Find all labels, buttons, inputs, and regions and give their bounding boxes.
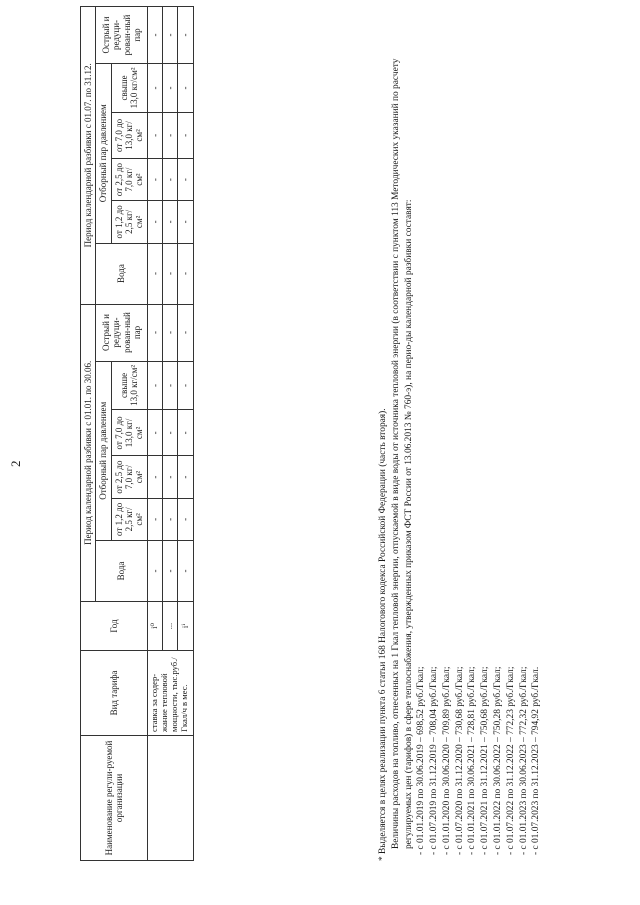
value-cell: - <box>163 243 178 304</box>
value-cell: - <box>147 498 162 540</box>
header-period-2: Период календарной разбивки с 01.07. по 31.12. <box>81 7 96 305</box>
value-cell: - <box>163 158 178 200</box>
header-sharp-steam-2: Острый и редуци-рован-ный пар <box>96 7 147 64</box>
value-cell: - <box>163 410 178 456</box>
value-cell: - <box>178 112 193 158</box>
table-row <box>147 7 162 861</box>
value-cell: - <box>147 64 162 113</box>
list-item: - с 01.07.2020 по 31.12.2020 – 730,68 руб./Гкал; <box>454 666 465 855</box>
value-cell: - <box>147 456 162 498</box>
header-water-2: Вода <box>96 243 147 304</box>
value-cell: - <box>178 243 193 304</box>
list-item: - с 01.01.2022 по 30.06.2022 – 750,28 руб./Гкал; <box>493 666 504 855</box>
value-cell: - <box>163 541 178 602</box>
year-cell: ... <box>163 602 178 651</box>
header-steam-col: от 7,0 до 13,0 кг/см² <box>111 410 147 456</box>
header-org-name: Наименование регули-руемой организации <box>81 736 148 861</box>
year-cell: iⁱ <box>178 602 193 651</box>
list-item: - с 01.01.2019 по 30.06.2019 – 698,52 руб./Гкал; <box>416 666 427 855</box>
header-steam-col: свыше 13,0 кг/см² <box>111 64 147 113</box>
list-item: - с 01.07.2023 по 31.12.2023 – 794,92 руб./Гкал. <box>531 666 542 855</box>
list-item: - с 01.01.2020 по 30.06.2020 – 709,89 руб./Гкал; <box>441 666 452 855</box>
value-cell: - <box>147 7 162 64</box>
list-item: - с 01.07.2022 по 31.12.2022 – 772,23 руб./Гкал; <box>505 666 516 855</box>
org-name-cell <box>147 736 193 861</box>
page-number: 2 <box>8 460 23 467</box>
header-steam-group-1: Отборный пар давлением <box>96 361 111 540</box>
header-steam-col: от 2,5 до 7,0 кг/см² <box>111 456 147 498</box>
value-cell: - <box>163 112 178 158</box>
value-cell: - <box>178 158 193 200</box>
value-cell: - <box>147 361 162 410</box>
value-cell: - <box>147 304 162 361</box>
value-cell: - <box>163 64 178 113</box>
value-cell: - <box>178 410 193 456</box>
value-cell: - <box>163 304 178 361</box>
fuel-cost-list <box>415 6 543 861</box>
value-cell: - <box>163 498 178 540</box>
value-cell: - <box>147 112 162 158</box>
header-period-1: Период календарной разбивки с 01.01. по 30.06. <box>81 304 96 601</box>
tariff-table <box>80 6 194 861</box>
value-cell: - <box>163 7 178 64</box>
value-cell: - <box>178 498 193 540</box>
header-water-1: Вода <box>96 541 147 602</box>
value-cell: - <box>147 201 162 243</box>
value-cell: - <box>163 201 178 243</box>
value-cell: - <box>163 361 178 410</box>
value-cell: - <box>147 243 162 304</box>
value-cell: - <box>178 541 193 602</box>
header-year: Год <box>81 602 148 651</box>
value-cell: - <box>163 456 178 498</box>
value-cell: - <box>178 201 193 243</box>
header-steam-col: от 1,2 до 2,5 кг/см² <box>111 201 147 243</box>
fuel-cost-paragraph: Величины расходов на топливо, отнесенных на 1 Гкал тепловой энергии, отпускаемой в виде воды от источника тепловой энергии (в соответствии с пунктом 113 Методических указаний по расчету регулируемых цен (тарифов) в сфере теплоснабжения, утвержденных приказом ФСТ России от 13.06.2013 № 760-э), на перио-ды календарной разбивки составят: <box>390 58 414 849</box>
header-sharp-steam-1: Острый и редуци-рован-ный пар <box>96 304 147 361</box>
value-cell: - <box>178 361 193 410</box>
header-steam-group-2: Отборный пар давлением <box>96 64 111 244</box>
header-steam-col: от 2,5 до 7,0 кг/см² <box>111 158 147 200</box>
footnote: * Выделяется в целях реализации пункта 6 статьи 168 Налогового кодекса Российской Федерации (часть вторая). <box>378 408 388 861</box>
list-item: - с 01.01.2021 по 30.06.2021 – 728,81 руб./Гкал; <box>467 666 478 855</box>
header-steam-col: свыше 13,0 кг/см² <box>111 361 147 410</box>
value-cell: - <box>178 64 193 113</box>
value-cell: - <box>178 7 193 64</box>
header-steam-col: от 1,2 до 2,5 кг/см² <box>111 498 147 540</box>
header-steam-col: от 7,0 до 13,0 кг/см² <box>111 112 147 158</box>
value-cell: - <box>147 410 162 456</box>
tariff-label-cell: ставка за содер-жание тепловой мощности, тыс.руб./Гкал/ч в мес. <box>147 651 193 736</box>
year-cell: i⁰ <box>147 602 162 651</box>
value-cell: - <box>178 456 193 498</box>
notes-section <box>377 6 543 861</box>
list-item: - с 01.07.2021 по 31.12.2021 – 750,68 руб./Гкал; <box>480 666 491 855</box>
list-item: - с 01.01.2023 по 30.06.2023 – 772,32 руб./Гкал; <box>518 666 529 855</box>
value-cell: - <box>147 541 162 602</box>
value-cell: - <box>178 304 193 361</box>
header-tariff-type: Вид тарифа <box>81 651 148 736</box>
value-cell: - <box>147 158 162 200</box>
list-item: - с 01.07.2019 по 31.12.2019 – 708,04 руб./Гкал; <box>429 666 440 855</box>
